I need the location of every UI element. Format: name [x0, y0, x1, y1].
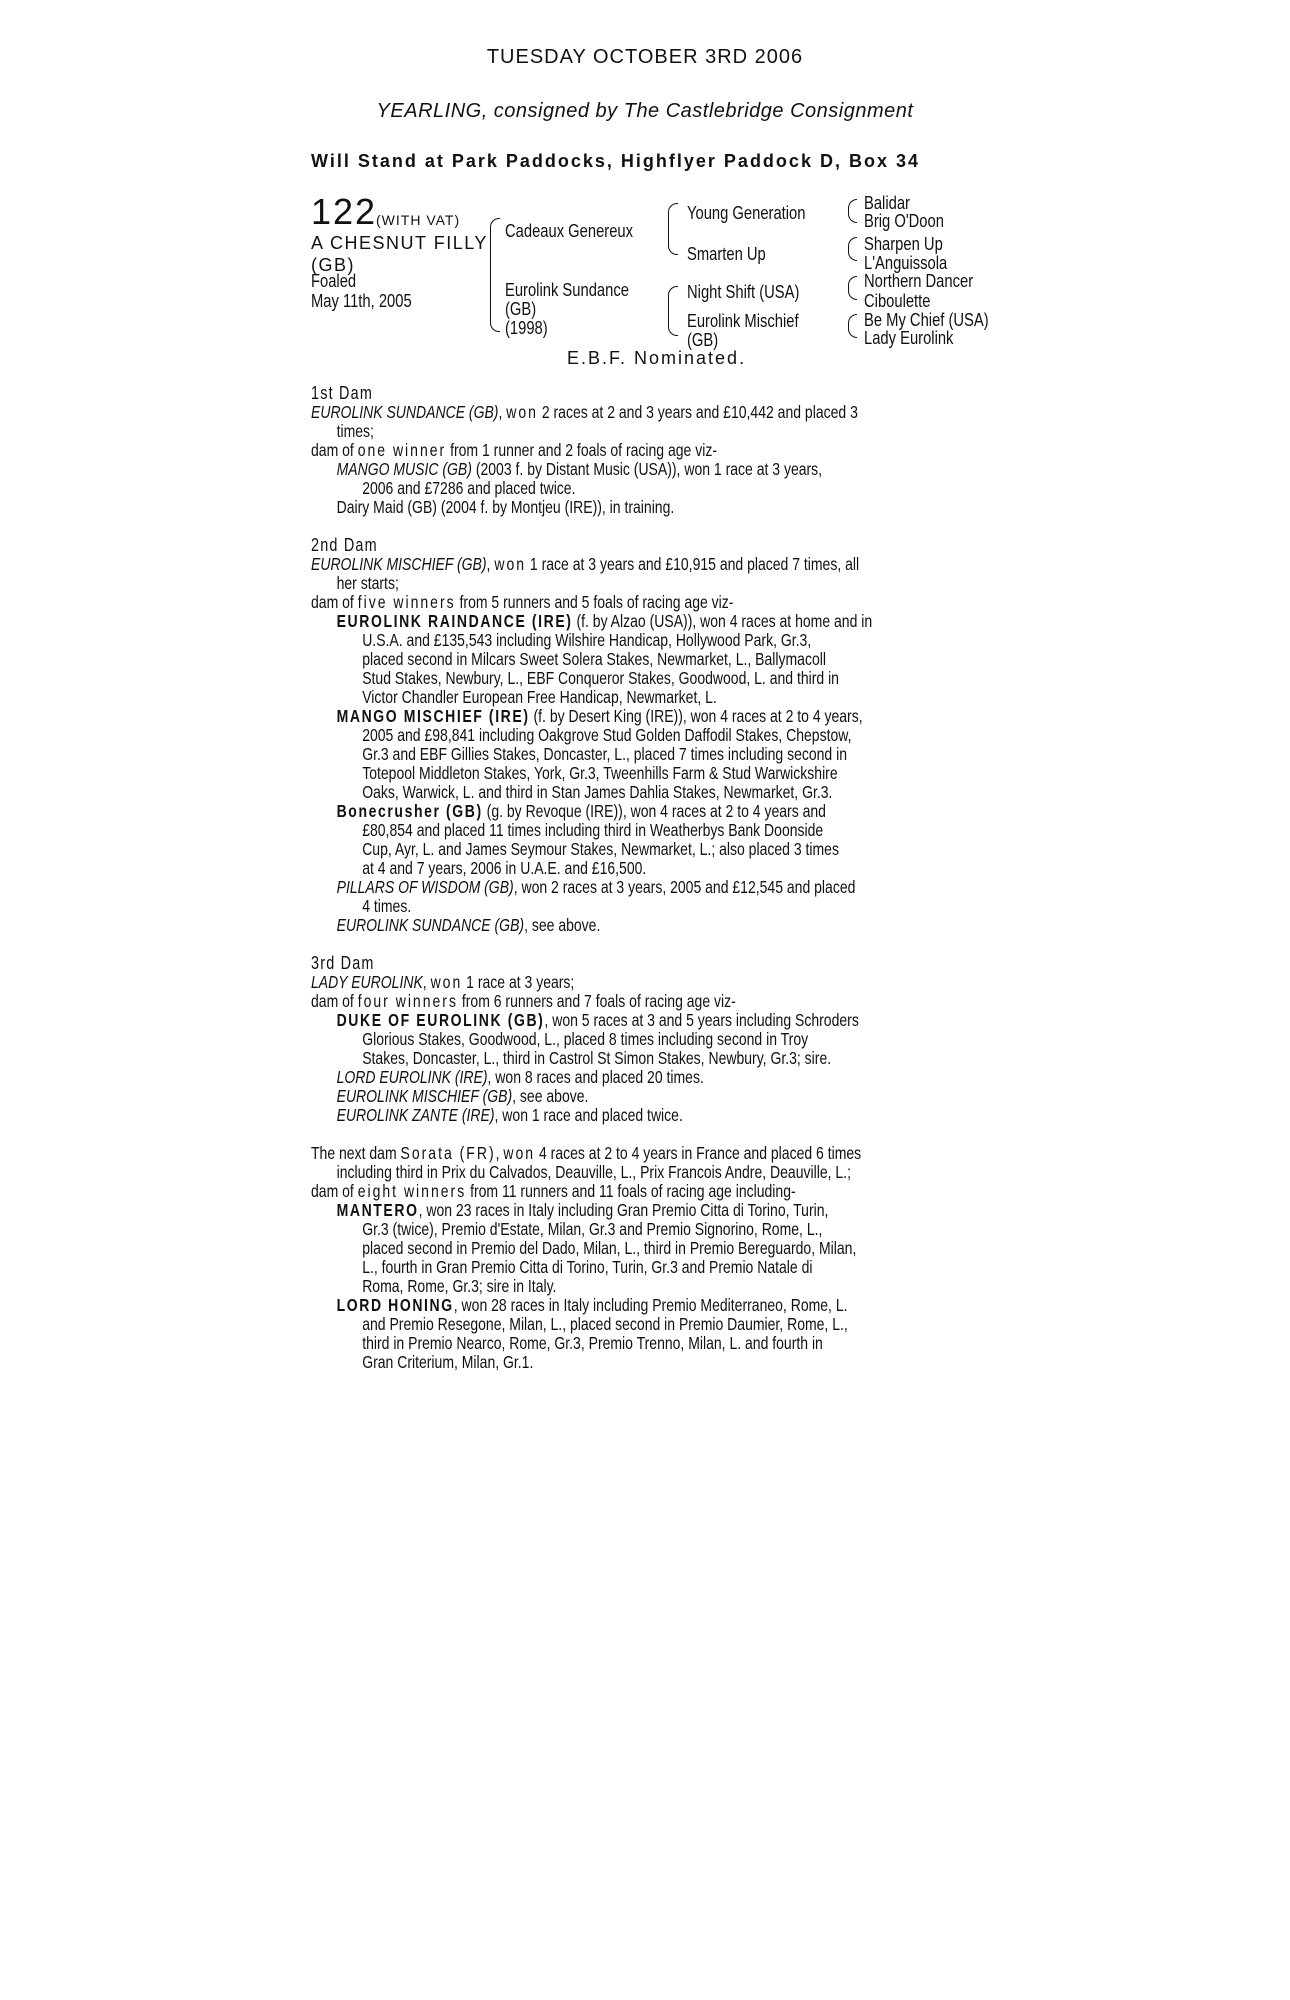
won-text: won: [503, 1143, 536, 1163]
text: 1 race at 3 years and £10,915 and placed 7 times, all: [526, 554, 860, 574]
horse-description-line2: (GB): [311, 255, 355, 275]
third-dam-line: [311, 973, 855, 992]
produce-entry: [311, 1010, 859, 1030]
second-dam-section: [311, 536, 991, 935]
lot-number: 122: [311, 191, 378, 232]
text: ,: [495, 1143, 504, 1163]
pedigree-dam-line1: Eurolink Sundance: [505, 280, 629, 300]
next-dam-section: [311, 1144, 991, 1372]
pedigree-brace-sd: [848, 237, 857, 261]
text: , won 5 races at 3 and 5 years including Schroders: [544, 1010, 859, 1030]
pedigree-ssd: Brig O'Doon: [864, 211, 944, 231]
pedigree-dam-sire: Night Shift (USA): [687, 282, 800, 302]
produce-entry-cont: U.S.A. and £135,543 including Wilshire Handicap, Hollywood Park, Gr.3,: [362, 630, 812, 650]
text: The next dam: [311, 1143, 401, 1163]
produce-name: Bonecrusher (GB): [336, 801, 483, 821]
pedigree-brace-ss: [848, 199, 857, 223]
consignment-subtitle: YEARLING, consigned by The Castlebridge Consignment: [376, 100, 914, 122]
won-text: won: [430, 972, 463, 992]
pedigree-ddd: Lady Eurolink: [864, 328, 954, 348]
dam-name: EUROLINK MISCHIEF (GB): [311, 554, 487, 574]
pedigree-dss: Northern Dancer: [864, 271, 974, 291]
first-dam-line: [311, 402, 858, 422]
produce-entry: [311, 706, 863, 726]
produce-entry-cont: third in Premio Nearco, Rome, Gr.3, Premio Trenno, Milan, L. and fourth in: [362, 1333, 823, 1353]
third-dam-heading: 3rd Dam: [311, 953, 375, 973]
text: ,: [486, 554, 495, 574]
pedigree-brace-sire: [668, 203, 678, 255]
pedigree-dam-dam-line1: Eurolink Mischief: [687, 311, 799, 331]
produce-name: MANGO MISCHIEF (IRE): [336, 706, 530, 726]
dam-name: LADY EUROLINK: [311, 972, 423, 992]
produce-entry-cont: placed second in Premio del Dado, Milan, L., third in Premio Bereguardo, Milan,: [362, 1238, 857, 1258]
horse-description-line1: A CHESNUT FILLY: [311, 233, 488, 253]
produce-entry-cont: Totepool Middleton Stakes, York, Gr.3, Tweenhills Farm & Stud Warwickshire: [362, 763, 838, 783]
produce-name: LORD HONING: [336, 1295, 454, 1315]
text: , see above.: [512, 1086, 589, 1106]
first-dam-heading: 1st Dam: [311, 383, 374, 403]
produce-entry: [311, 802, 855, 821]
produce-name: PILLARS OF WISDOM (GB): [336, 877, 514, 897]
text: ,: [422, 972, 431, 992]
produce-entry: [311, 611, 873, 631]
produce-entry: [311, 1087, 855, 1106]
pedigree-sss: Balidar: [864, 193, 910, 213]
produce-name: LORD EUROLINK (IRE): [336, 1067, 488, 1087]
produce-entry: [311, 916, 855, 935]
ebf-nominated: E.B.F. Nominated.: [567, 348, 747, 368]
foaled-date: May 11th, 2005: [311, 291, 412, 311]
text: , won 8 races and placed 20 times.: [487, 1067, 704, 1087]
produce-entry-cont: Gr.3 and EBF Gillies Stakes, Doncaster, L., placed 7 times including second in: [362, 744, 848, 764]
text: 1 race at 3 years;: [462, 972, 575, 992]
produce-entry-cont: Glorious Stakes, Goodwood, L., placed 8 times including second in Troy: [362, 1029, 809, 1049]
produce-name: MANGO MUSIC (GB): [336, 459, 472, 479]
pedigree-dsd: Ciboulette: [864, 291, 931, 311]
produce-name: DUKE OF EUROLINK (GB): [336, 1010, 545, 1030]
second-dam-line: her starts;: [336, 573, 399, 593]
dam-name: EUROLINK SUNDANCE (GB): [311, 402, 499, 422]
text: (g. by Revoque (IRE)), won 4 races at 2 to 4 years and: [482, 801, 826, 821]
produce-entry: [311, 1068, 855, 1087]
text: dam of: [311, 592, 358, 612]
pedigree-brace-gen1: [490, 218, 500, 332]
pedigree-dam: [505, 281, 629, 338]
produce-entry: [311, 1296, 855, 1315]
next-dam-produce-line: [311, 1182, 855, 1201]
produce-entry-cont: Stakes, Doncaster, L., third in Castrol St Simon Stakes, Newbury, Gr.3; sire.: [362, 1048, 832, 1068]
produce-name: EUROLINK SUNDANCE (GB): [336, 915, 525, 935]
produce-entry-cont: Roma, Rome, Gr.3; sire in Italy.: [362, 1276, 557, 1296]
pedigree-brace-dd: [848, 314, 857, 338]
produce-entry-cont: L., fourth in Gran Premio Citta di Torino, Turin, Gr.3 and Premio Natale di: [362, 1257, 813, 1277]
produce-name: EUROLINK MISCHIEF (GB): [336, 1086, 513, 1106]
third-dam-section: [311, 954, 991, 1125]
won-text: won: [494, 554, 527, 574]
produce-entry-cont: at 4 and 7 years, 2006 in U.A.E. and £16,500.: [362, 858, 647, 878]
text: dam of: [311, 991, 358, 1011]
produce-entry-cont: 4 times.: [362, 896, 412, 916]
text: , won 2 races at 3 years, 2005 and £12,545 and placed: [513, 877, 856, 897]
text: ,: [498, 402, 507, 422]
text: from 5 runners and 5 foals of racing age viz-: [455, 592, 734, 612]
next-dam-line: including third in Prix du Calvados, Deauville, L., Prix Francois Andre, Deauville, L.;: [336, 1162, 851, 1182]
text: 2 races at 2 and 3 years and £10,442 and placed 3: [537, 402, 858, 422]
second-dam-heading: 2nd Dam: [311, 535, 378, 555]
produce-entry-cont: Oaks, Warwick, L. and third in Stan James Dahlia Stakes, Newmarket, Gr.3.: [362, 782, 833, 802]
text: dam of: [311, 440, 358, 460]
produce-entry: [311, 1201, 855, 1220]
produce-entry-cont: Stud Stakes, Newbury, L., EBF Conqueror Stakes, Goodwood, L. and third in: [362, 668, 839, 688]
first-dam-line: times;: [336, 421, 374, 441]
produce-entry-cont: 2005 and £98,841 including Oakgrove Stud Golden Daffodil Stakes, Chepstow,: [362, 725, 852, 745]
pedigree-sdd: L'Anguissola: [864, 253, 948, 273]
pedigree-brace-dam: [668, 286, 678, 336]
first-dam-produce-line: [311, 441, 855, 460]
produce-entry-cont: Cup, Ayr, L. and James Seymour Stakes, Newmarket, L.; also placed 3 times: [362, 839, 839, 859]
produce-entry-cont: Gr.3 (twice), Premio d'Estate, Milan, Gr.3 and Premio Signorino, Rome, L.,: [362, 1219, 823, 1239]
lot-vat: (WITH VAT): [376, 212, 461, 228]
text: 4 races at 2 to 4 years in France and placed 6 times: [535, 1143, 862, 1163]
text: from 11 runners and 11 foals of racing age including-: [466, 1181, 796, 1201]
text: , won 23 races in Italy including Gran Premio Citta di Torino, Turin,: [418, 1200, 829, 1220]
first-dam-section: [311, 384, 991, 517]
text: , won 1 race and placed twice.: [494, 1105, 683, 1125]
dam-name: Sorata (FR): [400, 1143, 496, 1163]
second-dam-line: [311, 554, 860, 574]
winners-count: four winners: [357, 991, 458, 1011]
text: (f. by Alzao (USA)), won 4 races at home and in: [572, 611, 873, 631]
winners-count: eight winners: [357, 1181, 467, 1201]
produce-entry-cont: £80,854 and placed 11 times including third in Weatherbys Bank Doonside: [362, 820, 824, 840]
produce-entry: [311, 460, 855, 479]
produce-entry-cont: placed second in Milcars Sweet Solera Stakes, Newmarket, L., Ballymacoll: [362, 649, 826, 669]
produce-entry-cont: Gran Criterium, Milan, Gr.1.: [362, 1352, 534, 1372]
produce-entry: [311, 1106, 855, 1125]
pedigree-sire-dam: Smarten Up: [687, 244, 766, 264]
text: from 1 runner and 2 foals of racing age viz-: [446, 440, 718, 460]
text: dam of: [311, 1181, 358, 1201]
text: (2003 f. by Distant Music (USA)), won 1 race at 3 years,: [471, 459, 823, 479]
winners-count: five winners: [357, 592, 456, 612]
catalogue-body: [311, 384, 991, 1391]
produce-entry: Dairy Maid (GB) (2004 f. by Montjeu (IRE)), in training.: [336, 497, 675, 517]
text: , see above.: [524, 915, 601, 935]
foaled-label: Foaled: [311, 271, 357, 291]
produce-entry-cont: 2006 and £7286 and placed twice.: [362, 478, 576, 498]
next-dam-line: [311, 1143, 862, 1163]
produce-name: MANTERO: [336, 1200, 419, 1220]
pedigree-sire: Cadeaux Genereux: [505, 221, 634, 241]
text: from 6 runners and 7 foals of racing age viz-: [457, 991, 736, 1011]
pedigree-dam-dam: [687, 312, 799, 350]
won-text: won: [506, 402, 538, 422]
produce-name: EUROLINK ZANTE (IRE): [336, 1105, 495, 1125]
pedigree-sire-sire: Young Generation: [687, 203, 806, 223]
sale-date: TUESDAY OCTOBER 3RD 2006: [486, 46, 804, 68]
stand-location: Will Stand at Park Paddocks, Highflyer Paddock D, Box 34: [311, 151, 920, 171]
produce-name: EUROLINK RAINDANCE (IRE): [336, 611, 573, 631]
pedigree-dam-dam-line2: (GB): [687, 330, 719, 350]
pedigree-dam-line3: (1998): [505, 318, 548, 338]
text: (f. by Desert King (IRE)), won 4 races at 2 to 4 years,: [529, 706, 863, 726]
produce-entry-cont: and Premio Resegone, Milan, L., placed second in Premio Daumier, Rome, L.,: [362, 1314, 848, 1334]
pedigree-dds: Be My Chief (USA): [864, 310, 989, 330]
second-dam-produce-line: [311, 593, 855, 612]
text: , won 28 races in Italy including Premio Mediterraneo, Rome, L.: [453, 1295, 848, 1315]
third-dam-produce-line: [311, 992, 855, 1011]
pedigree-sds: Sharpen Up: [864, 234, 943, 254]
winners-count: one winner: [357, 440, 447, 460]
produce-entry: [311, 878, 855, 897]
pedigree-dam-line2: (GB): [505, 299, 537, 319]
produce-entry-cont: Victor Chandler European Free Handicap, Newmarket, L.: [362, 687, 717, 707]
pedigree-brace-ds: [848, 276, 857, 300]
